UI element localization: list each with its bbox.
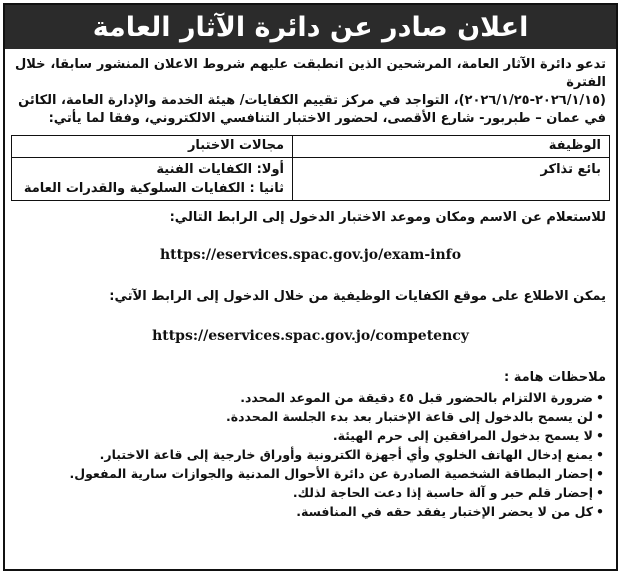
list-item	[15, 502, 604, 521]
field-item: أولا: الكفايات الفنية	[156, 162, 284, 177]
note-text: يمنع إدخال الهاتف الخلوي وأي أجهزة الكترونية وأوراق خارجية إلى قاعة الاختبار.	[99, 447, 593, 462]
field-item: ثانيا : الكفايات السلوكية والقدرات العامة	[23, 181, 284, 196]
note-text: إحضار قلم حبر و آلة حاسبة إذا دعت الحاجة لذلك.	[292, 485, 593, 500]
bullet-icon: •	[596, 428, 604, 443]
announcement-notice	[3, 3, 618, 571]
fields-cell	[12, 158, 293, 201]
notice-title: اعلان صادر عن دائرة الآثار العامة	[92, 11, 529, 43]
table-row	[12, 158, 610, 201]
bullet-icon: •	[596, 485, 604, 500]
intro-line: (٢٠٢٦/١/١٥-٢٠٢٦/١/٢٥)، التواجد في مركز تقييم الكفايات/ هيئة الخدمة والإدارة العامة، الكائن	[18, 93, 606, 108]
note-text: لا يسمح بدخول المرافقين إلى حرم الهيئة.	[332, 428, 593, 443]
list-item	[15, 388, 604, 407]
intro-line: في عمان – طبربور- شارع الأقصى، لحضور الاختبار التنافسي الالكتروني، وفقا لما يأتي:	[48, 111, 606, 126]
list-item	[15, 407, 604, 426]
bullet-icon: •	[596, 466, 604, 481]
note-text: لن يسمح بالدخول إلى قاعة الإختبار بعد بدء الجلسة المحددة.	[225, 409, 593, 424]
bullet-icon: •	[596, 409, 604, 424]
inquiry-text: للاستعلام عن الاسم ومكان وموعد الاختبار الدخول إلى الرابط التالي:	[169, 210, 606, 225]
job-title: بائع تذاكر	[540, 162, 601, 177]
competency-link[interactable]: https://eservices.spac.gov.jo/competency	[152, 328, 469, 344]
note-text: ضرورة الالتزام بالحضور قبل ٤٥ دقيقة من الموعد المحدد.	[240, 390, 593, 405]
header-job: الوظيفة	[293, 136, 610, 158]
list-item	[15, 445, 604, 464]
intro-line: تدعو دائرة الآثار العامة، المرشحين الذين انطبقت عليهم شروط الاعلان المنشور سابقا، خلال الفترة	[15, 57, 606, 90]
job-cell	[293, 158, 610, 201]
competency-text: يمكن الاطلاع على موقع الكفايات الوظيفية من خلال الدخول إلى الرابط الآتي:	[109, 289, 606, 304]
list-item	[15, 483, 604, 502]
jobs-table	[11, 135, 610, 201]
notice-header	[5, 5, 616, 49]
table-header-row	[12, 136, 610, 158]
bullet-icon: •	[596, 504, 604, 519]
bullet-icon: •	[596, 390, 604, 405]
bullet-icon: •	[596, 447, 604, 462]
exam-info-link[interactable]: https://eservices.spac.gov.jo/exam-info	[159, 247, 462, 263]
list-item	[15, 426, 604, 445]
notes-title: ملاحظات هامة :	[504, 370, 606, 385]
notes-list	[5, 388, 616, 521]
note-text: كل من لا يحضر الإختبار يفقد حقه في المنافسة.	[296, 504, 593, 519]
intro-paragraph	[5, 49, 616, 128]
list-item	[15, 464, 604, 483]
header-fields: مجالات الاختبار	[12, 136, 293, 158]
note-text: إحضار البطاقة الشخصية الصادرة عن دائرة الأحوال المدنية والجوازات سارية المفعول.	[69, 466, 593, 481]
